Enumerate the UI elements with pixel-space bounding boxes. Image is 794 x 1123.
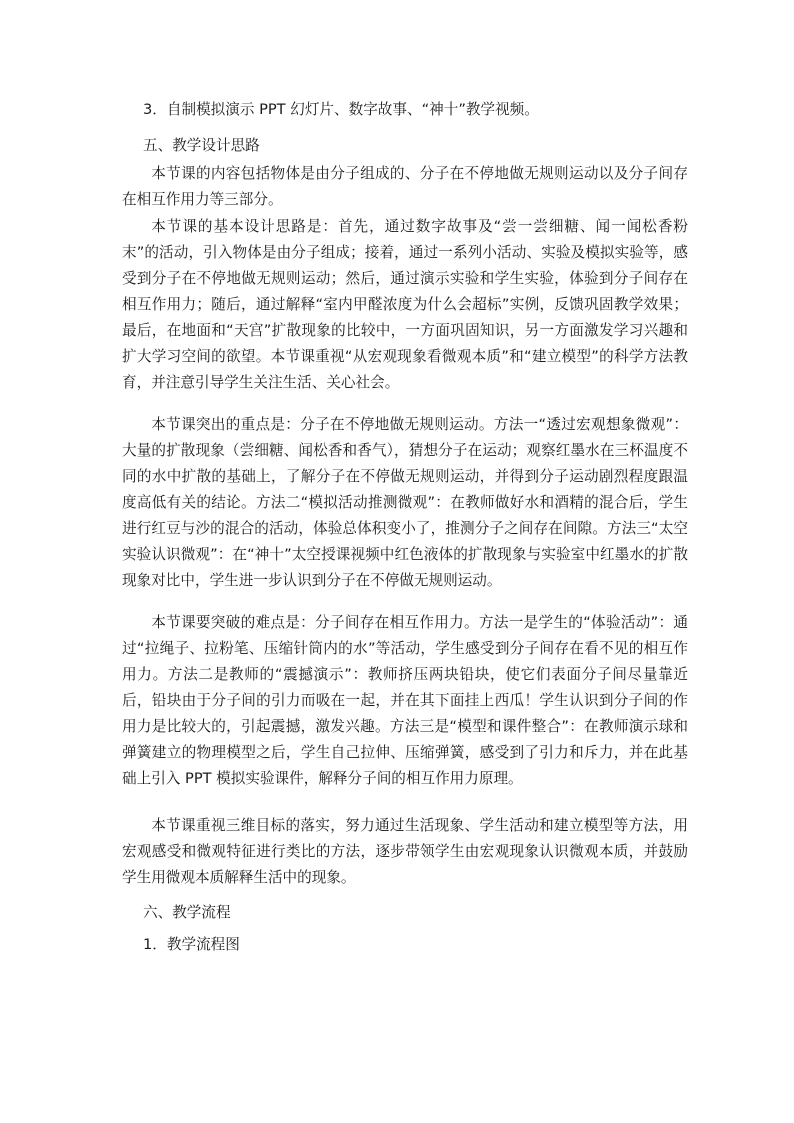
section-heading-process: 六、教学流程	[143, 904, 231, 921]
section-heading-design: 五、教学设计思路	[143, 137, 260, 154]
materials-item: 3．自制模拟演示 PPT 幻灯片、数字故事、“神十”教学视频。	[143, 101, 539, 118]
paragraph-design-approach: 本节课的基本设计思路是：首先，通过数字故事及“尝一尝细糖、闻一闻松香粉末”的活动，引入物体是由分子组成；接着，通过一系列小活动、实验及模拟实验等，感受到分子在不停地做无规则运动；然后，通过演示实验和学生实验，体验到分子间存在相互作用力；随后，通过解释“室内甲醛浓度为什么会超标”实例，反馈巩固教学效果；最后，在地面和“天宫”扩散现象的比较中，一方面巩固知识，另一方面激发学习兴趣和扩大学习空间的欲望。本节课重视“从宏观现象看微观本质”和“建立模型”的科学方法教育，并注意引导学生关注生活、关心社会。	[122, 218, 688, 391]
paragraph-goals: 本节课重视三维目标的落实，努力通过生活现象、学生活动和建立模型等方法，用宏观感受和微观特征进行类比的方法，逐步带领学生由宏观现象认识微观本质，并鼓励学生用微观本质解释生活中的现象。	[122, 817, 688, 886]
flowchart-item: 1．教学流程图	[143, 936, 240, 953]
paragraph-content: 本节课的内容包括物体是由分子组成的、分子在不停地做无规则运动以及分子间存在相互作用力等三部分。	[122, 165, 688, 208]
paragraph-key-points: 本节课突出的重点是：分子在不停地做无规则运动。方法一“透过宏观想象微观”：大量的扩散现象（尝细糖、闻松香和香气），猜想分子在运动；观察红墨水在三杯温度不同的水中扩散的基础上，了解分子在不停做无规则运动，并得到分子运动剧烈程度跟温度高低有关的结论。方法二“模拟活动推测微观”：在教师做好水和酒精的混合后，学生进行红豆与沙的混合的活动，体验总体积变小了，推测分子之间存在间隙。方法三“太空实验认识微观”：在“神十”太空授课视频中红色液体的扩散现象与实验室中红墨水的扩散现象对比中，学生进一步认识到分子在不停做无规则运动。	[122, 416, 688, 589]
paragraph-difficulties: 本节课要突破的难点是：分子间存在相互作用力。方法一是学生的“体验活动”：通过“拉绳子、拉粉笔、压缩针筒内的水”等活动，学生感受到分子间存在看不见的相互作用力。方法二是教师的“震撼演示”：教师挤压两块铅块，使它们表面分子间尽量靠近后，铅块由于分子间的引力而吸在一起，并在其下面挂上西瓜！学生认识到分子间的作用力是比较大的，引起震撼，激发兴趣。方法三是“模型和课件整合”：在教师演示球和弹簧建立的物理模型之后，学生自己拉伸、压缩弹簧，感受到了引力和斥力，并在此基础上引入 PPT 模拟实验课件，解释分子间的相互作用力原理。	[122, 614, 688, 787]
